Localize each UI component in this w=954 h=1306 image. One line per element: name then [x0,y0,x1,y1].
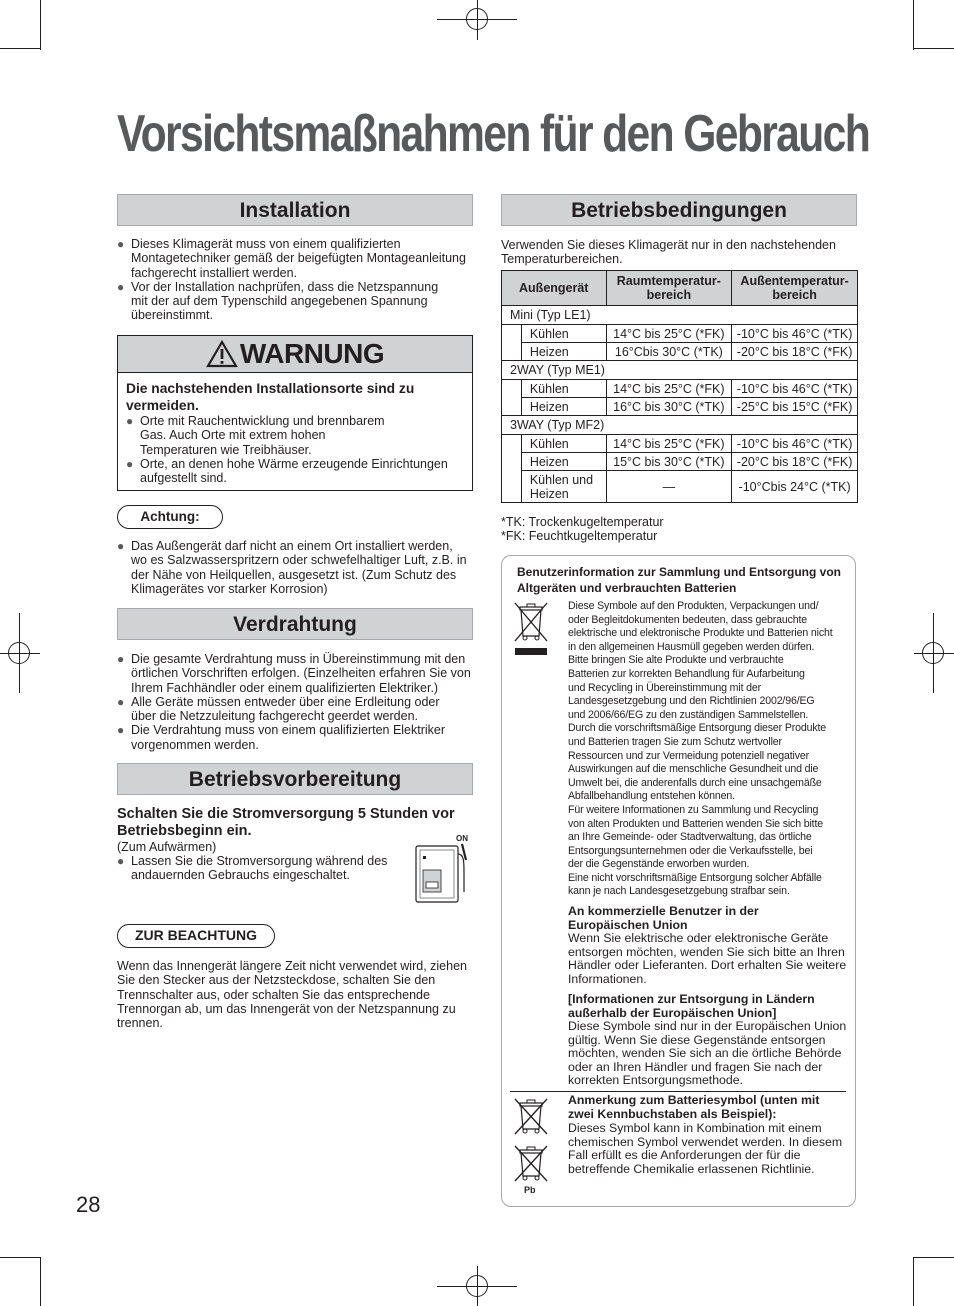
table-row [502,453,858,471]
registration-circle [8,642,30,664]
achtung-list [117,539,467,596]
battery-heading: Anmerkung zum Batteriesymbol (unten mit zwei Kennbuchstaben als Beispiel): [568,1093,820,1121]
table-cell: -10°C bis 46°C (*TK) [732,435,858,453]
power-switch-illustration [414,842,472,906]
table-cell: — [606,471,732,503]
text-line: und 2006/66/EG zu den zuständigen Sammelstellen. [568,708,809,721]
text-line: Für weitere Informationen zu Sammlung und Recycling [568,803,819,816]
text-line: Bitte bringen Sie alte Produkte und verbrauchte [568,654,784,667]
table-cell: -20°C bis 18°C (*FK) [732,343,858,361]
commercial-text: Wenn Sie elektrische oder elektronische Geräte entsorgen möchten, wenden Sie sich bitte an Ihren Händler oder Lieferanten. Dort erhalten Sie weitere Informationen. [568,931,847,986]
text-line: Eine nicht vorschriftsmäßige Entsorgung solcher Abfälle [568,871,822,884]
table-cell: Heizen [521,398,606,416]
text-line: Abfallbehandlung entstehen können. [568,790,735,803]
crossed-bin-icon [512,600,550,658]
betriebsvorbereitung-lead: Schalten Sie die Stromversorgung 5 Stunden vor Betriebsbeginn ein. [117,806,455,839]
list-item: ● Vor der Installation nachprüfen, dass die Netzspannung mit der auf dem Typenschild angegebenen Spannung übereinstimmt. [117,280,475,323]
table-cell: 14°C bis 25°C (*FK) [606,380,732,398]
table-group-row [502,416,858,435]
page-title: Vorsichtsmaßnahmen für den Gebrauch [117,105,870,163]
divider [510,1091,846,1092]
outside-eu-text: Diese Symbole sind nur in der Europäischen Union gültig. Wenn Sie diese Gegenstände entsorgen möchten, wenden Sie sich an die örtliche Behörde oder an Ihren Händler und fragen Sie nach der korrekten Entsorgungsmethode. [568,1019,847,1088]
text-line: Durch die vorschriftsmäßige Entsorgung dieser Produkte [568,722,827,735]
crop-mark [0,1257,40,1258]
crossed-bin-pb-icon [512,1143,550,1185]
table-header: Außentemperatur-bereich [732,271,858,306]
table-header-row [502,271,858,306]
text-line: an Ihre Gemeinde- oder Stadtverwaltung, das örtliche [568,831,812,844]
warning-list [126,414,464,485]
table-cell: Kühlen [521,435,606,453]
crossed-bin-icon [512,1096,550,1136]
table-header: Raumtemperatur-bereich [606,271,732,306]
table-group-row [502,361,858,380]
warning-header [118,336,472,373]
table-cell: -10°C bis 46°C (*TK) [732,325,858,343]
crop-mark [913,0,914,50]
crop-mark [40,1257,41,1306]
warning-box [117,335,473,491]
power-on-label: ON [456,834,468,843]
crop-mark [40,0,41,50]
text-line: in den allgemeinen Hausmüll gegeben werden dürfen. [568,640,815,653]
crop-mark [913,1257,914,1306]
text-line: Umwelt bei, die anderenfalls durch eine unsachgemäße [568,776,822,789]
zur-beachtung-text: Wenn das Innengerät längere Zeit nicht verwendet wird, ziehen Sie den Stecker aus der Netzsteckdose, schalten Sie den Trennschalter aus, oder schalten Sie das entsprechende Trennorgan ab, um das Innengerät von der Netzspannung zu trennen. [117,959,467,1031]
table-row [502,435,858,453]
list-item: ● Die gesamte Verdrahtung muss in Übereinstimmung mit den örtlichen Vorschriften erfolgen. (Einzelheiten erfahren Sie von Ihrem Fachhändler oder einem qualifizierten Elektriker.) [117,652,475,695]
table-cell: -10°Cbis 24°C (*TK) [732,471,858,503]
footnote: *TK: Trockenkugeltemperatur [501,515,664,529]
text-line: Auswirkungen auf die menschliche Gesundheit und die [568,763,819,776]
installation-list [117,237,475,323]
text-line: Ressourcen und zur Vermeidung potenziell negativer [568,749,810,762]
text-line: Diese Symbole auf den Produkten, Verpackungen und/ [568,600,819,612]
table-group-label: 3WAY (Typ MF2) [502,416,858,435]
installation-heading: Installation [117,194,473,226]
text-line: kann je nach Landesgesetzgebung strafbar sein. [568,885,790,898]
text-line: und Recycling in Übereinstimmung mit der [568,681,762,694]
list-item: ● Dieses Klimagerät muss von einem qualifizierten Montagetechniker gemäß der beigefügten Montageanleitung fachgerecht installiert werden. [117,237,475,280]
table-row [502,398,858,416]
table-row [502,471,858,503]
zur-beachtung-label: ZUR BEACHTUNG [117,924,275,948]
recycling-title: Benutzerinformation zur Sammlung und Entsorgung von Altgeräten und verbrauchten Batterien [517,565,841,595]
table-cell: 15°C bis 30°C (*TK) [606,453,732,471]
table-cell: Heizen [521,343,606,361]
table-cell: Heizen [521,453,606,471]
warning-label: WARNUNG [239,338,385,369]
footnote: *FK: Feuchtkugeltemperatur [501,529,658,543]
betriebsbedingungen-intro: Verwenden Sie dieses Klimagerät nur in den nachstehenden Temperaturbereichen. [501,238,836,267]
table-row [502,343,858,361]
table-group-row [502,306,858,325]
table-cell: -25°C bis 15°C (*FK) [732,398,858,416]
table-cell: 16°Cbis 30°C (*TK) [606,343,732,361]
registration-circle [466,8,488,30]
list-item: ● Die Verdrahtung muss von einem qualifizierten Elektriker vorgenommen werden. [117,723,475,752]
verdrahtung-heading: Verdrahtung [117,608,473,640]
commercial-heading: An kommerzielle Benutzer in der Europäischen Union [568,904,759,932]
text-line: Batterien zur korrekten Behandlung für Aufarbeitung [568,667,805,680]
text-line: elektrische und elektronische Produkte und Batterien nicht [568,627,833,640]
registration-circle [466,1275,488,1297]
table-cell: 14°C bis 25°C (*FK) [606,435,732,453]
pb-label: Pb [524,1185,536,1195]
text-line: Landesgesetzgebung und den Richtlinien 2002/96/EG [568,695,815,708]
table-cell: -10°C bis 46°C (*TK) [732,380,858,398]
betriebsvorbereitung-list [117,854,407,883]
text-line: von alten Produkten und Batterien wenden Sie sich bitte [568,817,824,830]
list-item: ● Das Außengerät darf nicht an einem Ort installiert werden, wo es Salzwasserspritzern oder schwefelhaltiger Luft, z.B. in der Nähe von Heilquellen, ausgesetzt ist. (Zum Schutz des Klimagerätes vor starker Korrosion) [117,539,467,596]
table-cell: Kühlen und Heizen [521,471,606,503]
betriebsbedingungen-heading: Betriebsbedingungen [501,194,857,226]
table-cell: -20°C bis 18°C (*FK) [732,453,858,471]
table-cell: 16°C bis 30°C (*TK) [606,398,732,416]
warning-triangle-icon [206,340,238,368]
verdrahtung-list [117,652,475,752]
list-item: ● Orte, an denen hohe Wärme erzeugende Einrichtungen aufgestellt sind. [126,457,456,486]
text-line: oder Begleitdokumenten bedeuten, dass gebrauchte [568,613,807,626]
betriebsvorbereitung-heading: Betriebsvorbereitung [117,763,473,795]
registration-circle [922,642,944,664]
table-group-label: Mini (Typ LE1) [502,306,858,325]
crop-mark [913,48,954,49]
table-row [502,325,858,343]
list-item: ● Orte mit Rauchentwicklung und brennbarem Gas. Auch Orte mit extrem hohen Temperaturen wie Treibhäuser. [126,414,456,457]
table-header: Außengerät [502,271,607,306]
crop-mark [0,48,40,49]
achtung-label: Achtung: [117,505,223,529]
table-cell: 14°C bis 25°C (*FK) [606,325,732,343]
recycling-paragraph [568,600,848,899]
list-item: ● Alle Geräte müssen entweder über eine Erdleitung oder über die Netzzuleitung fachgerecht geerdet werden. [117,695,475,724]
crop-mark [913,1257,954,1258]
text-line: der die Gegenstände erworben wurden. [568,858,750,871]
text-line: und Batterien tragen Sie zum Schutz wertvoller [568,735,782,748]
list-item: ● Lassen Sie die Stromversorgung während des andauernden Gebrauchs eingeschaltet. [117,854,407,883]
warning-lead: Die nachstehenden Installationsorte sind zu vermeiden. [126,381,415,413]
outside-eu-heading: [Informationen zur Entsorgung in Ländern außerhalb der Europäischen Union] [568,992,815,1020]
betriebsvorbereitung-note: (Zum Aufwärmen) [117,840,217,854]
text-line: Entsorgungsunternehmen oder die Verkaufsstelle, bei [568,844,813,857]
page-number: 28 [76,1192,101,1217]
temperature-table [501,270,858,503]
table-group-label: 2WAY (Typ ME1) [502,361,858,380]
table-cell: Kühlen [521,325,606,343]
table-row [502,380,858,398]
table-cell: Kühlen [521,380,606,398]
battery-text: Dieses Symbol kann in Kombination mit einem chemischen Symbol verwendet werden. In diesem Fall erfüllt es die Anforderungen der für die betreffende Chemikalie erlassenen Richtlinie. [568,1121,843,1176]
